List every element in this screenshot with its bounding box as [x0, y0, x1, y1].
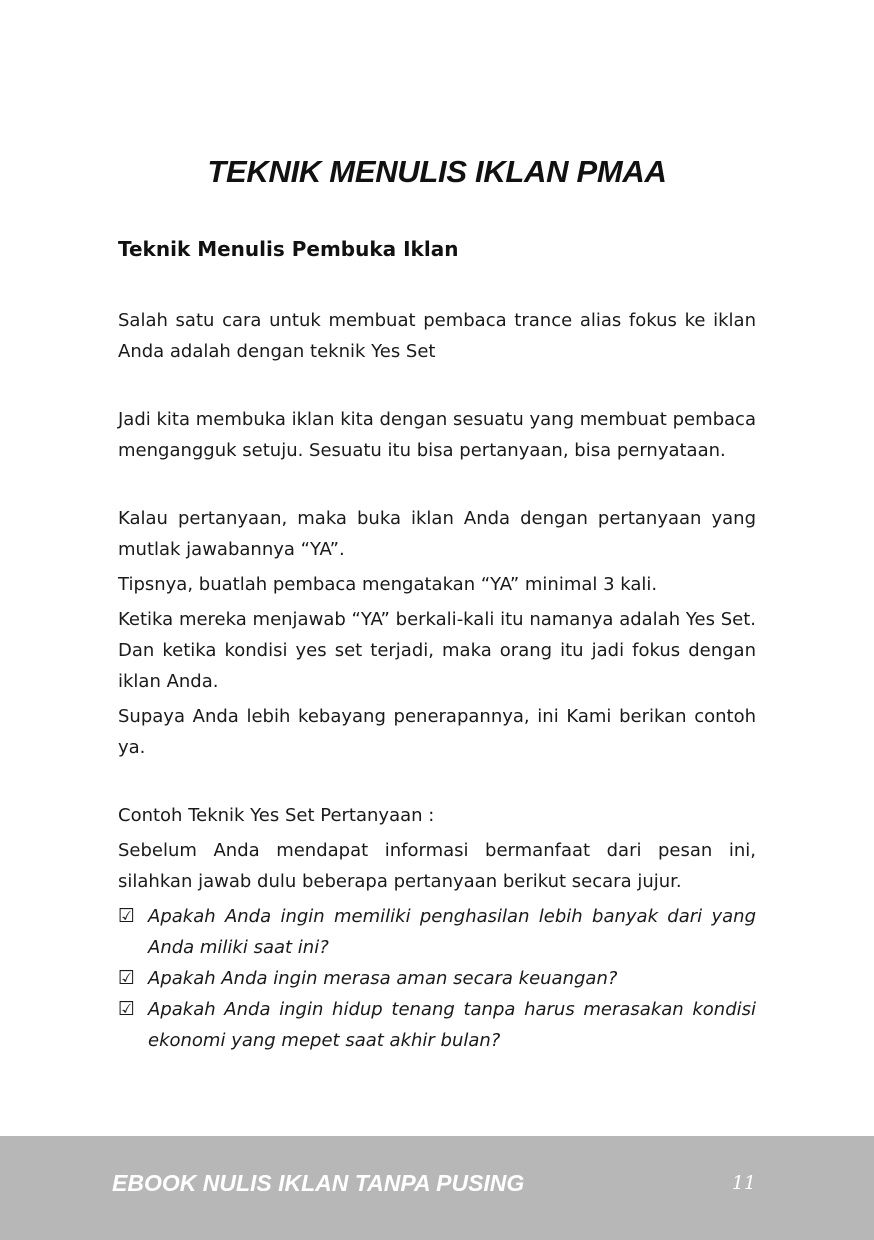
checklist-item-text: Apakah Anda ingin memiliki penghasilan lebih banyak dari yang Anda miliki saat ini? [148, 906, 756, 958]
paragraph-tip: Tipsnya, buatlah pembaca mengatakan “YA” minimal 3 kali. [118, 574, 658, 595]
checklist-item-text: Apakah Anda ingin merasa aman secara keuangan? [148, 968, 618, 989]
checklist-item [118, 994, 756, 1056]
paragraph-question-rule: Kalau pertanyaan, maka buka iklan Anda dengan pertanyaan yang mutlak jawabannya “YA”. [118, 508, 756, 560]
paragraph-explanation: Jadi kita membuka iklan kita dengan sesuatu yang membuat pembaca mengangguk setuju. Sesuatu itu bisa pertanyaan, bisa pernyataan. [118, 409, 756, 461]
question-checklist [118, 901, 756, 1056]
paragraph-example-label: Contoh Teknik Yes Set Pertanyaan : [118, 805, 435, 826]
checkbox-checked-icon: ☑ [118, 905, 136, 927]
paragraph-example-intro: Supaya Anda lebih kebayang penerapannya, ini Kami berikan contoh ya. [118, 706, 756, 758]
body-content [118, 305, 756, 1056]
checkbox-checked-icon: ☑ [118, 967, 136, 989]
paragraph-yes-set: Ketika mereka menjawab “YA” berkali-kali itu namanya adalah Yes Set. Dan ketika kondisi yes set terjadi, maka orang itu jadi fokus dengan iklan Anda. [118, 609, 756, 692]
paragraph-intro: Salah satu cara untuk membuat pembaca trance alias fokus ke iklan Anda adalah dengan teknik Yes Set [118, 310, 756, 362]
paragraph-example-lead: Sebelum Anda mendapat informasi bermanfaat dari pesan ini, silahkan jawab dulu beberapa pertanyaan berikut secara jujur. [118, 840, 756, 892]
footer-page-number: 11 [731, 1172, 756, 1194]
checklist-item [118, 901, 756, 963]
checklist-item-text: Apakah Anda ingin hidup tenang tanpa harus merasakan kondisi ekonomi yang mepet saat akhir bulan? [148, 999, 756, 1051]
checklist-item [118, 963, 756, 994]
checkbox-checked-icon: ☑ [118, 998, 136, 1020]
page-title: TEKNIK MENULIS IKLAN PMAA [207, 154, 667, 189]
section-heading: Teknik Menulis Pembuka Iklan [118, 237, 459, 261]
footer-book-title: EBOOK NULIS IKLAN TANPA PUSING [112, 1170, 525, 1196]
page-footer [0, 1136, 874, 1240]
